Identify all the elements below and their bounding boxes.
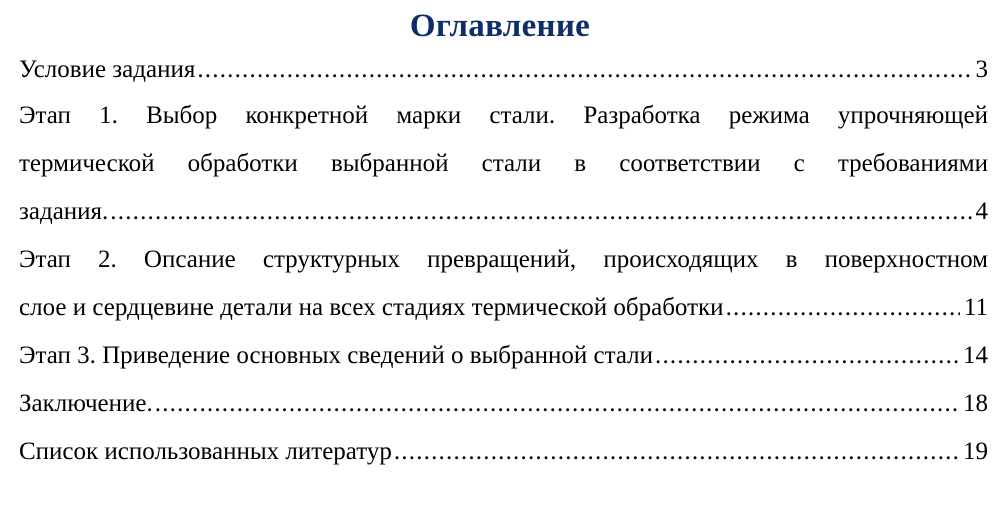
toc-entry-conclusion[interactable] (19, 380, 988, 428)
dot-leader (726, 284, 960, 332)
toc-entry-label-line: Этап 1. Выбор конкретной марки стали. Разработка режима упрочняющей (19, 102, 988, 129)
toc-entry-conditions[interactable] (19, 48, 988, 92)
toc-entry-stage-2[interactable] (19, 236, 988, 332)
toc-entry-label-line: Этап 2. Опсание структурных превращений, происходящих в поверхностном (19, 246, 988, 273)
toc-title: Оглавление (409, 8, 591, 44)
dot-leader (197, 48, 971, 92)
toc-entry-label-line: термической обработки выбранной стали в соответствии с требованиями (19, 150, 988, 177)
dot-leader (110, 188, 971, 236)
toc-entry-references[interactable] (19, 428, 988, 476)
dot-leader (655, 332, 959, 380)
toc-page-number: 3 (975, 56, 988, 83)
toc-page-number: 18 (963, 390, 988, 417)
dot-leader (155, 380, 959, 428)
toc-page-number: 11 (963, 294, 988, 321)
toc-entry-label: Условие задания (19, 56, 196, 83)
toc-page-number: 4 (975, 198, 988, 225)
toc-entry-label-line: задания. (19, 198, 109, 225)
toc-entry-label-line: слое и сердцевине детали на всех стадиях термической обработки (19, 294, 724, 321)
toc-entry-label: Список использованных литератур (19, 438, 392, 465)
toc-entry-stage-1[interactable] (19, 92, 988, 236)
table-of-contents (19, 48, 988, 476)
toc-entry-label: Этап 3. Приведение основных сведений о выбранной стали (19, 342, 654, 369)
dot-leader (394, 428, 959, 476)
toc-entry-label: Заключение. (19, 390, 153, 417)
toc-entry-stage-3[interactable] (19, 332, 988, 380)
toc-page-number: 14 (963, 342, 988, 369)
toc-page-number: 19 (963, 438, 988, 465)
